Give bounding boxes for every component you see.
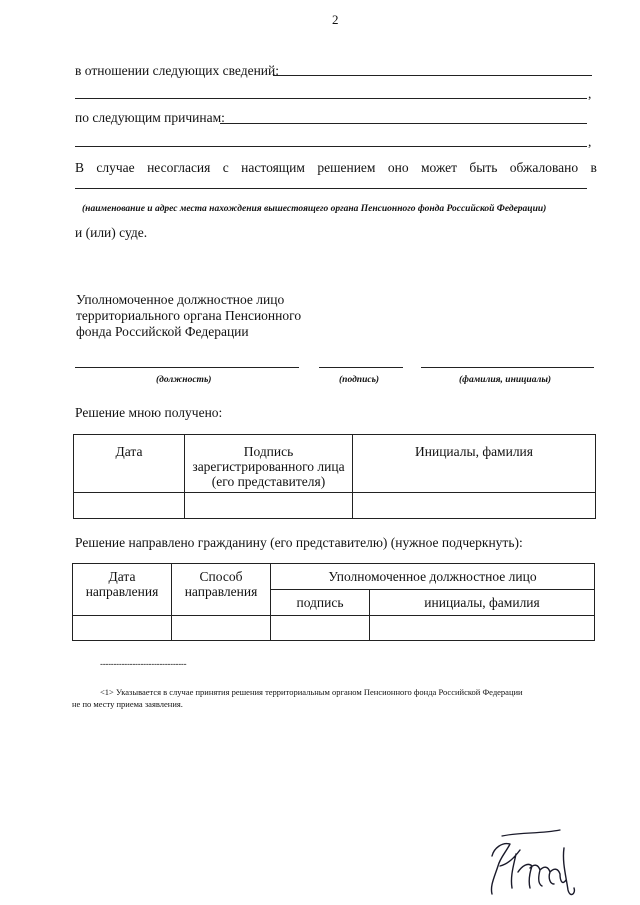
received-date-cell[interactable]: [74, 493, 185, 519]
appeal-word: обжаловано: [509, 160, 579, 175]
received-col-signature: [185, 435, 353, 493]
reasons-fill-line-2: [75, 146, 587, 147]
handwritten-signature: [480, 828, 580, 898]
sent-col-date-line: направления: [85, 584, 159, 599]
sent-col-method: [172, 564, 271, 616]
position-line: [75, 367, 299, 368]
sent-col-method-line: направления: [184, 584, 258, 599]
footnote-line-2: не по месту приема заявления.: [72, 699, 183, 709]
appeal-caption: (наименование и адрес места нахождения вышестоящего органа Пенсионного фонда Российской Федерации): [82, 204, 547, 214]
official-line-2: территориального органа Пенсионного: [76, 308, 302, 323]
reasons-fill-line: [220, 123, 587, 124]
received-signature-cell[interactable]: [185, 493, 353, 519]
caption-position: (должность): [156, 375, 212, 385]
received-col-signature-line: (его представителя): [211, 474, 326, 489]
footnote-rule: --------------------------------: [100, 659, 187, 669]
received-table: [73, 434, 596, 519]
appeal-word: несогласия: [147, 160, 211, 175]
court-text: и (или) суде.: [75, 225, 148, 240]
appeal-fill-line: [75, 188, 587, 189]
appeal-word: в: [590, 160, 597, 175]
sent-table: [72, 563, 595, 641]
caption-signature: (подпись): [339, 375, 380, 385]
official-line-1: Уполномоченное должностное лицо: [76, 292, 285, 307]
appeal-word: может: [420, 160, 457, 175]
received-col-signature-line: зарегистрированного лица: [192, 459, 345, 474]
signature-line: [319, 367, 403, 368]
name-line: [421, 367, 594, 368]
appeal-word: быть: [469, 160, 498, 175]
info-fill-line-2: [75, 98, 587, 99]
received-label: Решение мною получено:: [75, 405, 223, 420]
sent-col-date-line: Дата: [108, 569, 136, 584]
sent-signature-cell[interactable]: [271, 616, 370, 641]
appeal-word: оно: [387, 160, 409, 175]
appeal-word: В: [75, 160, 85, 175]
footnote-line-1: <1> Указывается в случае принятия решения территориальным органом Пенсионного фонда Российской Федерации: [100, 687, 523, 697]
sent-initials-cell[interactable]: [370, 616, 595, 641]
sent-sub-signature: подпись: [271, 590, 370, 616]
appeal-sentence: [75, 160, 597, 176]
received-col-date: Дата: [74, 435, 185, 493]
sent-col-method-line: Способ: [199, 569, 243, 584]
reasons-label: по следующим причинам:: [75, 110, 225, 125]
sent-label: Решение направлено гражданину (его представителю) (нужное подчеркнуть):: [75, 535, 523, 550]
comma-1: ,: [588, 86, 592, 101]
received-initials-cell[interactable]: [353, 493, 596, 519]
comma-2: ,: [588, 134, 592, 149]
appeal-word: с: [222, 160, 229, 175]
info-fill-line: [273, 75, 592, 76]
appeal-word: решением: [317, 160, 376, 175]
info-label: в отношении следующих сведений:: [75, 63, 280, 78]
appeal-word: настоящим: [241, 160, 305, 175]
sent-col-date: [73, 564, 172, 616]
received-col-signature-line: Подпись: [243, 444, 294, 459]
caption-name: (фамилия, инициалы): [459, 375, 552, 385]
sent-date-cell[interactable]: [73, 616, 172, 641]
page-number: 2: [332, 12, 339, 27]
sent-method-cell[interactable]: [172, 616, 271, 641]
appeal-word: случае: [96, 160, 135, 175]
sent-col-official: Уполномоченное должностное лицо: [271, 564, 595, 590]
sent-sub-initials: инициалы, фамилия: [370, 590, 595, 616]
official-line-3: фонда Российской Федерации: [76, 324, 249, 339]
received-col-initials: Инициалы, фамилия: [353, 435, 596, 493]
